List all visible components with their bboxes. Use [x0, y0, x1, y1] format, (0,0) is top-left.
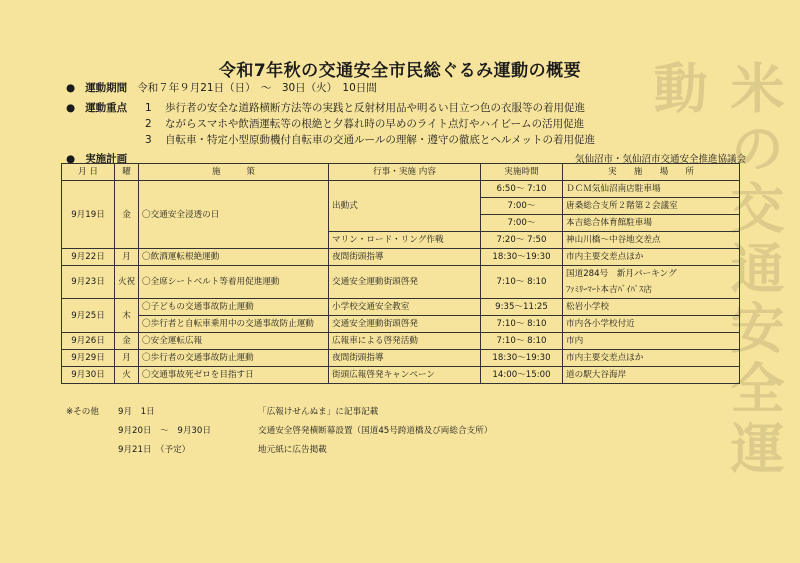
- others-label: ※その他: [66, 407, 99, 417]
- cell-place: 唐桑総合支所２階第２会議室: [563, 198, 740, 215]
- cell-event: 広報車による啓発活動: [329, 333, 481, 350]
- cell-measure: 〇交通事故死ゼロを目指す日: [139, 367, 329, 384]
- plan-table: [61, 163, 740, 384]
- bullet-icon: ●: [66, 82, 76, 94]
- others-date: 9月 1日: [118, 407, 155, 417]
- cell-measure: 〇安全運転広報: [139, 333, 329, 350]
- cell-place: 神山川橋～中谷地交差点: [563, 232, 740, 249]
- cell-measure: 〇全席シートベルト等着用促進運動: [139, 266, 329, 299]
- others-text: 交通安全啓発横断幕設置（国道45号跨道橋及び両総合支所）: [258, 426, 493, 436]
- cell-dow: 金: [115, 181, 139, 249]
- cell-event: 交通安全運動街頭啓発: [329, 316, 481, 333]
- cell-date: 9月29日: [62, 350, 115, 367]
- table-row: [62, 299, 740, 316]
- period-line: [66, 80, 377, 95]
- focus-item: [145, 116, 584, 131]
- cell-place: 市内主要交差点ほか: [563, 350, 740, 367]
- cell-measure: 〇子どもの交通事故防止運動: [139, 299, 329, 316]
- cell-time: 18:30～19:30: [481, 350, 563, 367]
- organizer: 気仙沼市・気仙沼市交通安全推進協議会: [574, 154, 746, 165]
- cell-place: 市内: [563, 333, 740, 350]
- table-row: [62, 350, 740, 367]
- cell-date: 9月19日: [62, 181, 115, 249]
- cell-date: 9月25日: [62, 299, 115, 333]
- focus-text: 歩行者の安全な道路横断方法等の実践と反射材用品や明るい目立つ色の衣服等の着用促進: [165, 102, 586, 114]
- col-header: 曜: [115, 164, 139, 181]
- period-text: 令和７年９月21日（日） ～ 30日（火） 10日間: [137, 82, 377, 94]
- focus-num: 2: [145, 118, 152, 130]
- table-row: [62, 266, 740, 283]
- cell-date: 9月26日: [62, 333, 115, 350]
- cell-time: 18:30～19:30: [481, 249, 563, 266]
- cell-time: 7:10～ 8:10: [481, 316, 563, 333]
- cell-event: 夜間街頭指導: [329, 249, 481, 266]
- cell-time: 7:20～ 7:50: [481, 232, 563, 249]
- col-header: 行事・実施 内容: [329, 164, 481, 181]
- focus-num: 1: [145, 102, 152, 114]
- cell-measure: 〇歩行者の交通事故防止運動: [139, 350, 329, 367]
- col-header: 月 日: [62, 164, 115, 181]
- cell-place: 松岩小学校: [563, 299, 740, 316]
- others-date: 9月21日 （予定）: [118, 445, 191, 455]
- cell-place: 市内各小学校付近: [563, 316, 740, 333]
- focus-line-1: [66, 100, 127, 115]
- cell-event: 出動式: [329, 181, 481, 232]
- cell-dow: 月: [115, 249, 139, 266]
- table-row: [62, 316, 740, 333]
- cell-place: 市内主要交差点ほか: [563, 249, 740, 266]
- table-row: [62, 367, 740, 384]
- cell-dow: 木: [115, 299, 139, 333]
- cell-event: マリン・ロード・リング作戦: [329, 232, 481, 249]
- plan-label: 実施計画: [85, 153, 128, 165]
- cell-place: 道の駅大谷海岸: [563, 367, 740, 384]
- cell-dow: 火: [115, 367, 139, 384]
- cell-event: 小学校交通安全教室: [329, 299, 481, 316]
- focus-text: 自転車・特定小型原動機付自転車の交通ルールの理解・遵守の徹底とヘルメットの着用促進: [165, 134, 596, 146]
- cell-measure: 〇飲酒運転根絶運動: [139, 249, 329, 266]
- cell-date: 9月23日: [62, 266, 115, 299]
- period-label: 運動期間: [85, 82, 128, 94]
- cell-dow: 金: [115, 333, 139, 350]
- cell-date: 9月30日: [62, 367, 115, 384]
- cell-dow: 月: [115, 350, 139, 367]
- others-date: 9月20日 ～ 9月30日: [118, 426, 211, 436]
- cell-place: ＤＣＭ気仙沼南店駐車場: [563, 181, 740, 198]
- cell-time: 7:00～: [481, 198, 563, 215]
- bleed-through-text: 米の交通安全運動: [645, 60, 785, 480]
- bullet-icon: ●: [66, 102, 76, 114]
- cell-time: 14:00～15:00: [481, 367, 563, 384]
- bullet-icon: ●: [66, 153, 76, 165]
- table-row: [62, 333, 740, 350]
- cell-place: 国道284号 新月パーキング: [563, 266, 740, 283]
- focus-label: 運動重点: [85, 102, 128, 114]
- col-header: 施 策: [139, 164, 329, 181]
- others-text: 地元紙に広告掲載: [258, 445, 327, 455]
- cell-dow: 火祝: [115, 266, 139, 299]
- others-text: 「広報けせんぬま」に記事記載: [258, 407, 379, 417]
- cell-event: 交通安全運動街頭啓発: [329, 266, 481, 299]
- focus-num: 3: [145, 134, 152, 146]
- cell-place: 本吉総合体育館駐車場: [563, 215, 740, 232]
- cell-date: 9月22日: [62, 249, 115, 266]
- cell-time: 7:10～ 8:10: [481, 333, 563, 350]
- col-header: 実 施 場 所: [563, 164, 740, 181]
- focus-item: [145, 132, 595, 147]
- col-header: 実施時間: [481, 164, 563, 181]
- cell-measure: 〇歩行者と自転車乗用中の交通事故防止運動: [139, 316, 329, 333]
- cell-time: 9:35～11:25: [481, 299, 563, 316]
- table-header-row: [62, 164, 740, 181]
- cell-time: 7:10～ 8:10: [481, 266, 563, 299]
- focus-text: ながらスマホや飲酒運転等の根絶と夕暮れ時の早めのライト点灯やハイビームの活用促進: [165, 118, 585, 130]
- focus-item: [145, 100, 585, 115]
- cell-time: 6:50～ 7:10: [481, 181, 563, 198]
- cell-time: 7:00～: [481, 215, 563, 232]
- cell-event: 街頭広報啓発キャンペーン: [329, 367, 481, 384]
- page-title: 令和7年秋の交通安全市民総ぐるみ運動の概要: [218, 61, 582, 81]
- cell-event: 夜間街頭指導: [329, 350, 481, 367]
- cell-place: ﾌｧﾐﾘｰﾏｰﾄ本吉ﾊﾞｲﾊﾟｽ店: [563, 282, 740, 299]
- cell-measure: 〇交通安全浸透の日: [139, 181, 329, 249]
- table-row: [62, 249, 740, 266]
- table-row: [62, 181, 740, 198]
